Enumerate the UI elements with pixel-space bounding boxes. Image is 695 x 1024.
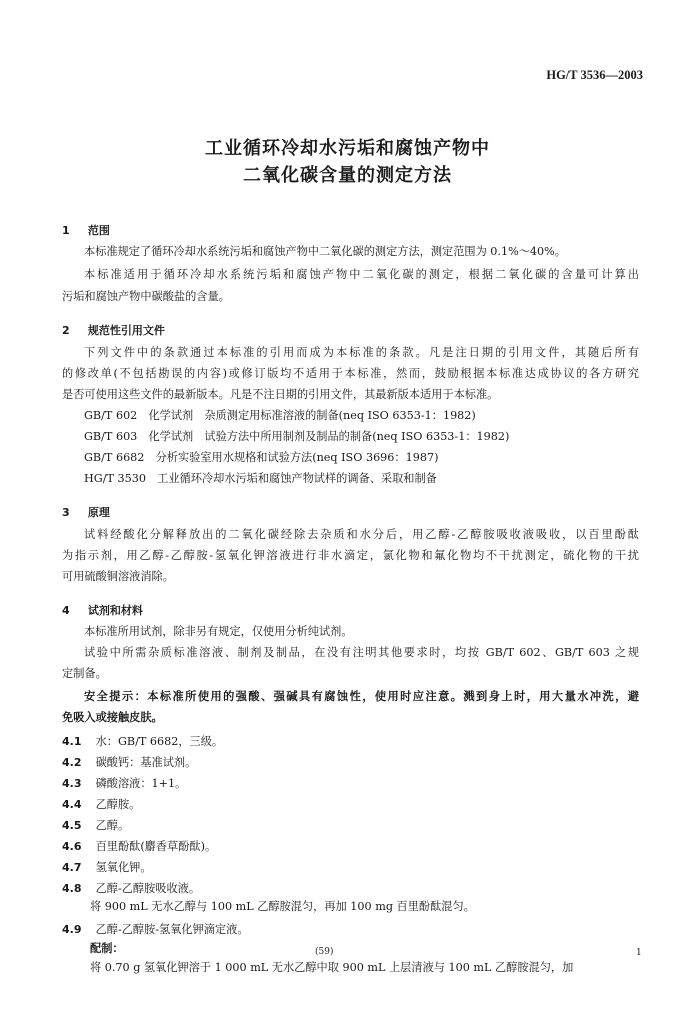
section-number: 4: [62, 604, 70, 617]
standard-code: HG/T 3536—2003: [546, 68, 643, 82]
item-number: 4.5: [62, 819, 82, 832]
item-text: 乙醇。: [95, 819, 130, 832]
section-2-heading: [62, 322, 165, 338]
paragraph-line: 可用硫酸铜溶液消除。: [62, 570, 174, 583]
item-text: 乙醇-乙醇胺-氢氧化钾滴定液。: [95, 923, 249, 936]
list-item: [62, 754, 196, 770]
page-number: (59): [315, 947, 334, 957]
section-number: 2: [62, 324, 70, 337]
section-number: 1: [62, 224, 70, 237]
item-number: 4.8: [62, 882, 82, 895]
item-text: 碳酸钙：基准试剂。: [95, 756, 197, 769]
paragraph-line: 污垢和腐蚀产物中碳酸盐的含量。: [62, 290, 230, 303]
paragraph-line: 试料经酸化分解释放出的二氧化碳经除去杂质和水分后，用乙醇-乙醇胺吸收液吸收，以百里酚酞: [84, 528, 639, 541]
safety-notice: 安全提示：本标准所使用的强酸、强碱具有腐蚀性，使用时应注意。溅到身上时，用大量水冲洗，避: [84, 689, 639, 703]
sheet-mark: 1: [636, 948, 642, 958]
paragraph-line: 本标准规定了循环冷却水系统污垢和腐蚀产物中二氧化碳的测定方法，测定范围为 0.1%～40%。: [84, 245, 566, 258]
list-item: [62, 775, 186, 791]
item-number: 4.2: [62, 756, 82, 769]
list-item: [62, 838, 216, 854]
paragraph-line: 的修改单(不包括勘误的内容)或修订版均不适用于本标准，然而，鼓励根据本标准达成协议的各方研究: [62, 367, 639, 380]
reference-entry: GB/T 603 化学试剂 试验方法中所用制剂及制品的制备(neq ISO 6353-1：1982): [84, 430, 510, 443]
item-number: 4.9: [62, 923, 82, 936]
section-title: 规范性引用文件: [87, 324, 165, 337]
item-number: 4.4: [62, 798, 82, 811]
safety-notice: 免吸入或接触皮肤。: [62, 710, 163, 724]
paragraph-line: 下列文件中的条款通过本标准的引用而成为本标准的条款。凡是注日期的引用文件，其随后所有: [84, 346, 639, 359]
list-item: [62, 796, 140, 812]
section-1-heading: [62, 222, 110, 238]
section-title: 原理: [87, 506, 110, 519]
document-title-line1: 工业循环冷却水污垢和腐蚀产物中: [205, 138, 490, 159]
section-title: 范围: [87, 224, 110, 237]
section-number: 3: [62, 506, 70, 519]
paragraph-line: 定制备。: [62, 667, 107, 680]
paragraph-line: 是否可使用这些文件的最新版本。凡是不注日期的引用文件，其最新版本适用于本标准。: [62, 388, 499, 401]
item-number: 4.1: [62, 735, 82, 748]
list-item: [62, 859, 152, 875]
item-text: 百里酚酞(麝香草酚酞)。: [95, 840, 217, 853]
item-text: 磷酸溶液：1+1。: [95, 777, 187, 790]
item-text: 水：GB/T 6682，三级。: [95, 735, 224, 748]
paragraph-line: 试验中所需杂质标准溶液、制剂及制品，在没有注明其他要求时，均按 GB/T 602、GB/T 603 之规: [84, 646, 639, 659]
list-item: [62, 817, 129, 833]
section-3-heading: [62, 504, 110, 520]
section-4-heading: [62, 602, 143, 618]
item-text: 氢氧化钾。: [95, 861, 152, 874]
reference-entry: GB/T 602 化学试剂 杂质测定用标准溶液的制备(neq ISO 6353-1：1982): [84, 409, 476, 422]
item-body: 将 900 mL 无水乙醇与 100 mL 乙醇胺混匀，再加 100 mg 百里酚酞混匀。: [90, 900, 475, 913]
paragraph-line: 本标准所用试剂，除非另有规定，仅使用分析纯试剂。: [84, 625, 353, 638]
list-item: [62, 921, 249, 937]
section-title: 试剂和材料: [87, 604, 143, 617]
reference-entry: HG/T 3530 工业循环冷却水污垢和腐蚀产物试样的调备、采取和制备: [84, 472, 437, 485]
item-number: 4.3: [62, 777, 82, 790]
reference-entry: GB/T 6682 分析实验室用水规格和试验方法(neq ISO 3696：1987): [84, 451, 439, 464]
paragraph-line: 为指示剂，用乙醇-乙醇胺-氢氧化钾溶液进行非水滴定，氯化物和氟化物均不干扰测定，硫化物的干扰: [62, 549, 639, 562]
list-item: [62, 880, 200, 896]
list-item: [62, 733, 223, 749]
paragraph-line: 本标准适用于循环冷却水系统污垢和腐蚀产物中二氧化碳的测定，根据二氧化碳的含量可计算出: [84, 268, 639, 281]
item-text: 乙醇胺。: [95, 798, 141, 811]
document-title-line2: 二氧化碳含量的测定方法: [243, 165, 452, 186]
item-sub-label: 配制：: [90, 941, 124, 955]
item-number: 4.7: [62, 861, 82, 874]
item-text: 乙醇-乙醇胺吸收液。: [95, 882, 201, 895]
item-body: 将 0.70 g 氢氧化钾溶于 1 000 mL 无水乙醇中取 900 mL 上层清液与 100 mL 乙醇胺混匀，加: [90, 961, 574, 974]
item-number: 4.6: [62, 840, 82, 853]
